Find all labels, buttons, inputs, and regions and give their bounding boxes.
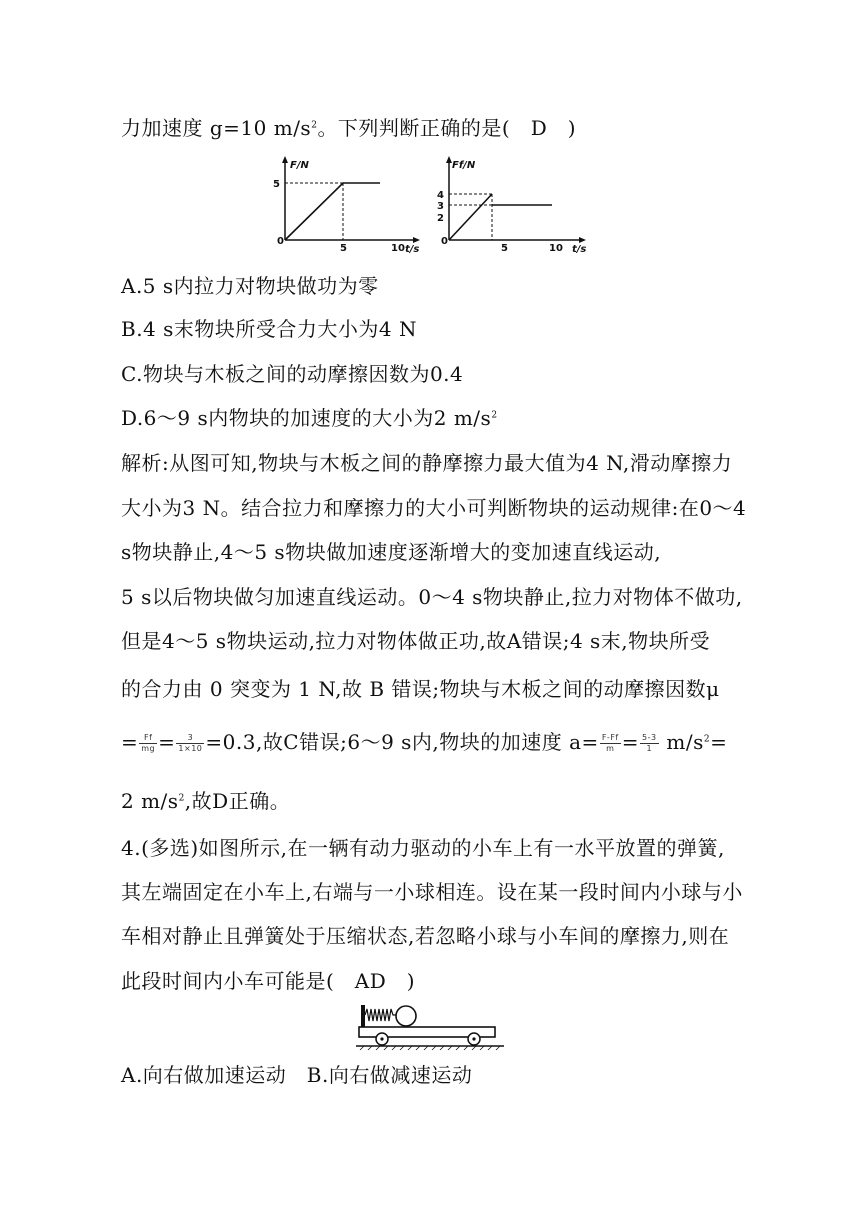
formula-equals-3: = xyxy=(621,730,639,754)
graph2-x-arrow xyxy=(579,237,586,243)
analysis-line-6: 的合力由 0 突变为 1 N,故 B 错误;物块与木板之间的动摩擦因数μ xyxy=(121,677,720,701)
formula-end-equals: = xyxy=(710,730,728,754)
fraction-net-force xyxy=(600,733,621,754)
graph2-x-tick-10: 10 xyxy=(549,243,563,254)
graph-force-time xyxy=(268,154,423,254)
graph1-y-tick-5: 5 xyxy=(273,179,280,190)
fraction2-numerator: 3 xyxy=(176,733,204,744)
fraction-3-over-10 xyxy=(176,733,204,754)
graph1-y-arrow xyxy=(282,156,288,163)
left-wheel-hub xyxy=(380,1037,383,1040)
question4-line-4: 此段时间内小车可能是( AD ) xyxy=(121,969,416,993)
fraction1-numerator: Ff xyxy=(139,733,157,744)
option-d-superscript: 2 xyxy=(491,410,498,421)
fraction3-denominator: m xyxy=(606,744,615,753)
fraction-5-minus-3 xyxy=(640,733,659,754)
graph2-x-tick-5: 5 xyxy=(501,243,508,254)
fraction-ff-over-mg xyxy=(139,733,157,754)
line-intro xyxy=(121,114,576,142)
graph1-x-label: t/s xyxy=(405,244,420,254)
option-d xyxy=(121,404,498,432)
analysis-line-8 xyxy=(121,787,290,815)
analysis-line-4: 5 s以后物块做匀加速直线运动。0～4 s物块静止,拉力对物体不做功, xyxy=(121,585,743,609)
analysis-line-2: 大小为3 N。结合拉力和摩擦力的大小可判断物块的运动规律:在0～4 xyxy=(121,496,747,520)
analysis-result: 2 m/s xyxy=(121,789,179,813)
graph1-x-tick-5: 5 xyxy=(340,243,347,254)
fraction4-denominator: 1 xyxy=(646,744,653,753)
graph1-x-tick-10: 10 xyxy=(391,243,405,254)
formula-equals-1: = xyxy=(121,730,139,754)
intro-superscript: 2 xyxy=(311,120,318,131)
graph-friction-time xyxy=(432,154,592,254)
graph2-y-tick-3: 3 xyxy=(437,201,444,212)
fraction1-denominator: mg xyxy=(141,744,156,753)
option-c: C.物块与木板之间的动摩擦因数为0.4 xyxy=(121,362,464,386)
fraction4-numerator: 5-3 xyxy=(642,733,657,742)
right-wheel-hub xyxy=(472,1037,475,1040)
option-a: A.5 s内拉力对物块做功为零 xyxy=(121,274,379,298)
graph1-x-arrow xyxy=(413,237,420,243)
graph1-x-tick-0: 0 xyxy=(277,236,284,247)
graph1-y-label: F/N xyxy=(290,160,309,171)
option-b: B.4 s末物块所受合力大小为4 N xyxy=(121,317,417,341)
graph2-series-rise xyxy=(449,194,492,240)
cart-spring-diagram xyxy=(356,1001,506,1053)
cart-left-wall xyxy=(361,1005,365,1027)
analysis-line-3: s物块静止,4～5 s物块做加速度逐渐增大的变加速直线运动, xyxy=(121,540,662,564)
graph1-series-line xyxy=(285,183,380,240)
analysis-result-superscript: 2 xyxy=(178,793,185,804)
question4-options: A.向右做加速运动 B.向右做减速运动 xyxy=(121,1063,473,1087)
analysis-conclusion: ,故D正确。 xyxy=(184,789,291,813)
fraction2-denominator: 1×10 xyxy=(178,744,203,753)
graph2-x-tick-0: 0 xyxy=(441,236,448,247)
option-d-text: D.6～9 s内物块的加速度的大小为2 m/s xyxy=(121,406,492,430)
intro-text: 力加速度 g=10 m/s xyxy=(121,116,312,140)
question4-line-2: 其左端固定在小车上,右端与一小球相连。设在某一段时间内小球与小 xyxy=(121,880,743,904)
intro-answer: 。下列判断正确的是( D ) xyxy=(317,116,577,140)
question4-line-1: 4.(多选)如图所示,在一辆有动力驱动的小车上有一水平放置的弹簧, xyxy=(121,836,725,860)
fraction3-numerator: F-Ff xyxy=(601,733,619,742)
formula-unit-superscript: 2 xyxy=(703,734,711,745)
analysis-line-5: 但是4～5 s物块运动,拉力对物体做正功,故A错误;4 s末,物块所受 xyxy=(121,629,711,653)
graph2-x-label: t/s xyxy=(572,244,587,254)
spring-icon xyxy=(365,1009,396,1021)
graph2-y-tick-4: 4 xyxy=(437,190,444,201)
ball xyxy=(396,1006,416,1026)
question4-line-3: 车相对静止且弹簧处于压缩状态,若忽略小球与小车间的摩擦力,则在 xyxy=(121,924,730,948)
analysis-line-7-formula xyxy=(121,728,727,756)
formula-middle-text: =0.3,故C错误;6～9 s内,物块的加速度 a= xyxy=(205,730,599,754)
formula-equals-2: = xyxy=(158,730,176,754)
analysis-line-1: 解析:从图可知,物块与木板之间的静摩擦力最大值为4 N,滑动摩擦力 xyxy=(121,451,733,475)
graph2-y-label: Ff/N xyxy=(452,160,476,171)
formula-unit: m/s xyxy=(659,730,704,754)
graph2-y-tick-2: 2 xyxy=(437,213,444,224)
